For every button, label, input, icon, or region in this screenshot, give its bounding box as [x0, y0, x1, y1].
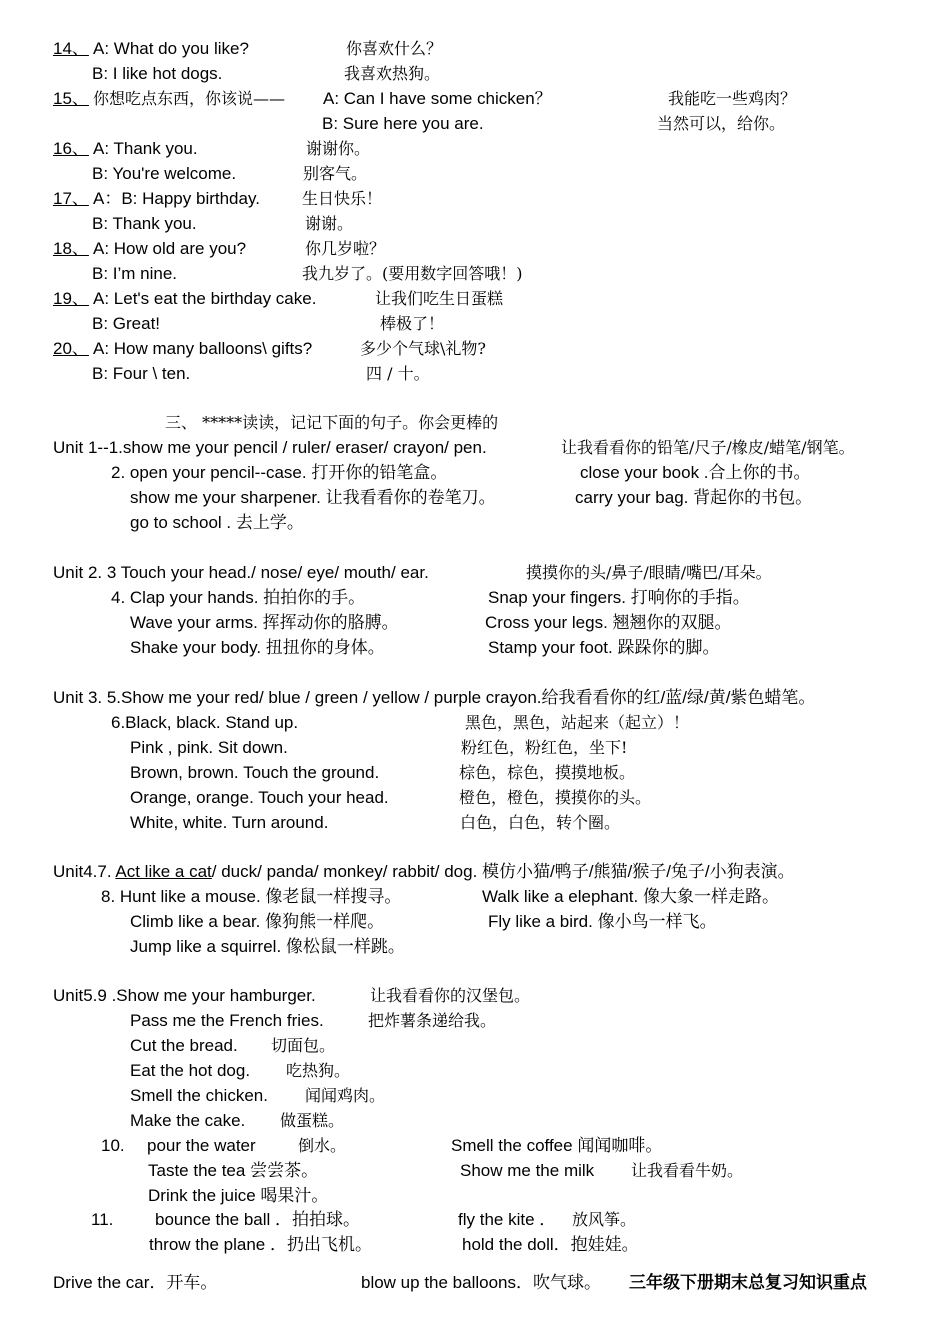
sentence: Show me the milk	[460, 1161, 595, 1180]
translation: 让我看看你的汉堡包。	[370, 986, 531, 1005]
translation: 让我们吃生日蛋糕	[375, 289, 504, 308]
translation: 多少个气球\礼物?	[360, 339, 486, 358]
prompt: 你想吃点东西，你该说——	[93, 89, 286, 108]
translation: 闻闻鸡肉。	[305, 1086, 386, 1105]
translation: 白色，白色，转个圈。	[460, 813, 621, 832]
item-number: 15、	[53, 89, 89, 108]
sentence: 6.Black, black. Stand up.	[111, 713, 299, 732]
sentence: 8. Hunt like a mouse. 像老鼠一样搜寻。	[101, 887, 402, 906]
sentence: Snap your fingers. 打响你的手指。	[488, 588, 750, 607]
sentence: Make the cake.	[130, 1111, 246, 1130]
item-number: 18、	[53, 239, 89, 258]
sentence: Taste the tea 尝尝茶。	[148, 1161, 319, 1180]
dialogue-line: A: How old are you?	[93, 239, 247, 258]
sentence: Fly like a bird. 像小鸟一样飞。	[488, 912, 717, 931]
sentence: hold the doll．抱娃娃。	[462, 1235, 639, 1254]
sentence: Smell the chicken.	[130, 1086, 268, 1105]
sentence: Wave your arms. 挥挥动你的胳膊。	[130, 613, 399, 632]
sentence: Pass me the French fries.	[130, 1011, 324, 1030]
translation: 我喜欢热狗。	[344, 64, 441, 83]
sentence: Pink , pink. Sit down.	[130, 738, 288, 757]
dialogue-line: A: Let's eat the birthday cake.	[93, 289, 317, 308]
translation: 我九岁了。(要用数字回答哦！)	[302, 264, 523, 283]
section-heading: 三、 *****读读，记记下面的句子。你会更棒的	[165, 413, 499, 432]
dialogue-line: B: You're welcome.	[92, 164, 237, 183]
translation: 让我看看你的铅笔/尺子/橡皮/蜡笔/钢笔。	[561, 438, 855, 457]
sentence: White, white. Turn around.	[130, 813, 329, 832]
sentence: Shake your body. 扭扭你的身体。	[130, 638, 385, 657]
sentence: Cross your legs. 翘翘你的双腿。	[485, 613, 732, 632]
dialogue-line: B: Great!	[92, 314, 161, 333]
translation: 黑色，黑色，站起来（起立）！	[465, 713, 690, 732]
item-number: 16、	[53, 139, 89, 158]
unit-3-line: Unit 3. 5.Show me your red/ blue / green / yellow / purple crayon.给我看看你的红/蓝/绿/黄/紫色蜡笔。	[53, 688, 816, 707]
translation: 生日快乐！	[302, 189, 383, 208]
translation: 别客气。	[303, 164, 368, 183]
translation: 倒水。	[298, 1136, 347, 1155]
dialogue-line: B: Four \ ten.	[92, 364, 191, 383]
dialogue-line: A: Can I have some chicken？	[323, 89, 552, 108]
sentence: 4. Clap your hands. 拍拍你的手。	[111, 588, 366, 607]
dialogue-line: B: I like hot dogs.	[92, 64, 223, 83]
sentence: Brown, brown. Touch the ground.	[130, 763, 380, 782]
sentence: go to school . 去上学。	[130, 513, 304, 532]
translation: 吃热狗。	[286, 1061, 351, 1080]
translation: 你喜欢什么？	[346, 39, 443, 58]
underlined-phrase: Act like a cat	[115, 862, 212, 881]
item-number: 17、	[53, 189, 89, 208]
sentence: carry your bag. 背起你的书包。	[575, 488, 813, 507]
sentence: Drink the juice 喝果汁。	[148, 1186, 329, 1205]
translation: 切面包。	[271, 1036, 336, 1055]
translation: 四 / 十。	[366, 364, 430, 383]
translation: 让我看看牛奶。	[631, 1161, 744, 1180]
translation: 放风筝。	[572, 1210, 637, 1229]
sentence: throw the plane ．扔出飞机。	[149, 1235, 372, 1254]
dialogue-line: A: How many balloons\ gifts?	[93, 339, 313, 358]
sentence: Stamp your foot. 跺跺你的脚。	[488, 638, 720, 657]
sentence: Smell the coffee 闻闻咖啡。	[451, 1136, 663, 1155]
sentence: Eat the hot dog.	[130, 1061, 251, 1080]
sentence: Orange, orange. Touch your head.	[130, 788, 389, 807]
translation: 做蛋糕。	[280, 1111, 345, 1130]
translation: 我能吃一些鸡肉？	[668, 89, 797, 108]
sentence: Drive the car．开车。	[53, 1273, 218, 1292]
document-title: 三年级下册期末总复习知识重点	[629, 1273, 867, 1293]
unit-4-rest: / duck/ panda/ monkey/ rabbit/ dog. 模仿小猫/鸭子/熊猫/猴子/兔子/小狗表演。	[211, 862, 795, 881]
translation: 把炸薯条递给我。	[368, 1011, 497, 1030]
sentence: close your book .合上你的书。	[580, 463, 811, 482]
translation: 谢谢。	[305, 214, 354, 233]
item-number: 14、	[53, 39, 89, 58]
unit-1-line: Unit 1--1.show me your pencil / ruler/ eraser/ crayon/ pen.	[53, 438, 487, 457]
sentence: show me your sharpener. 让我看看你的卷笔刀。	[130, 488, 496, 507]
unit-2-line: Unit 2. 3 Touch your head./ nose/ eye/ mouth/ ear.	[53, 563, 429, 582]
dialogue-line: B: Sure here you are.	[322, 114, 484, 133]
translation: 摸摸你的头/鼻子/眼睛/嘴巴/耳朵。	[526, 563, 772, 582]
translation: 棕色，棕色，摸摸地板。	[459, 763, 636, 782]
sentence: Jump like a squirrel. 像松鼠一样跳。	[130, 937, 405, 956]
item-number: 20、	[53, 339, 89, 358]
dialogue-line: A: What do you like?	[93, 39, 249, 58]
item-number: 11.	[91, 1210, 114, 1229]
dialogue-line: A: Thank you.	[93, 139, 198, 158]
translation: 谢谢你。	[306, 139, 371, 158]
item-number: 10.	[101, 1136, 125, 1155]
unit-4-prefix: Unit4.7.	[53, 862, 112, 881]
translation: 橙色，橙色，摸摸你的头。	[459, 788, 652, 807]
dialogue-line: A：B: Happy birthday.	[93, 189, 260, 208]
sentence: blow up the balloons．吹气球。	[361, 1273, 602, 1292]
sentence: fly the kite ．	[458, 1210, 557, 1229]
dialogue-line: B: Thank you.	[92, 214, 197, 233]
unit-5-line: Unit5.9 .Show me your hamburger.	[53, 986, 316, 1005]
sentence: Climb like a bear. 像狗熊一样爬。	[130, 912, 385, 931]
translation: 你几岁啦？	[305, 239, 386, 258]
sentence: Cut the bread.	[130, 1036, 238, 1055]
sentence: Walk like a elephant. 像大象一样走路。	[482, 887, 779, 906]
translation: 粉红色，粉红色，坐下!	[461, 738, 628, 757]
translation: 当然可以，给你。	[657, 114, 786, 133]
sentence: 2. open your pencil--case. 打开你的铅笔盒。	[111, 463, 448, 482]
unit-4-line	[53, 861, 795, 883]
sentence: pour the water	[147, 1136, 256, 1155]
sentence: bounce the ball ．拍拍球。	[155, 1210, 361, 1229]
translation: 棒极了！	[380, 314, 445, 333]
dialogue-line: B: I’m nine.	[92, 264, 178, 283]
item-number: 19、	[53, 289, 89, 308]
